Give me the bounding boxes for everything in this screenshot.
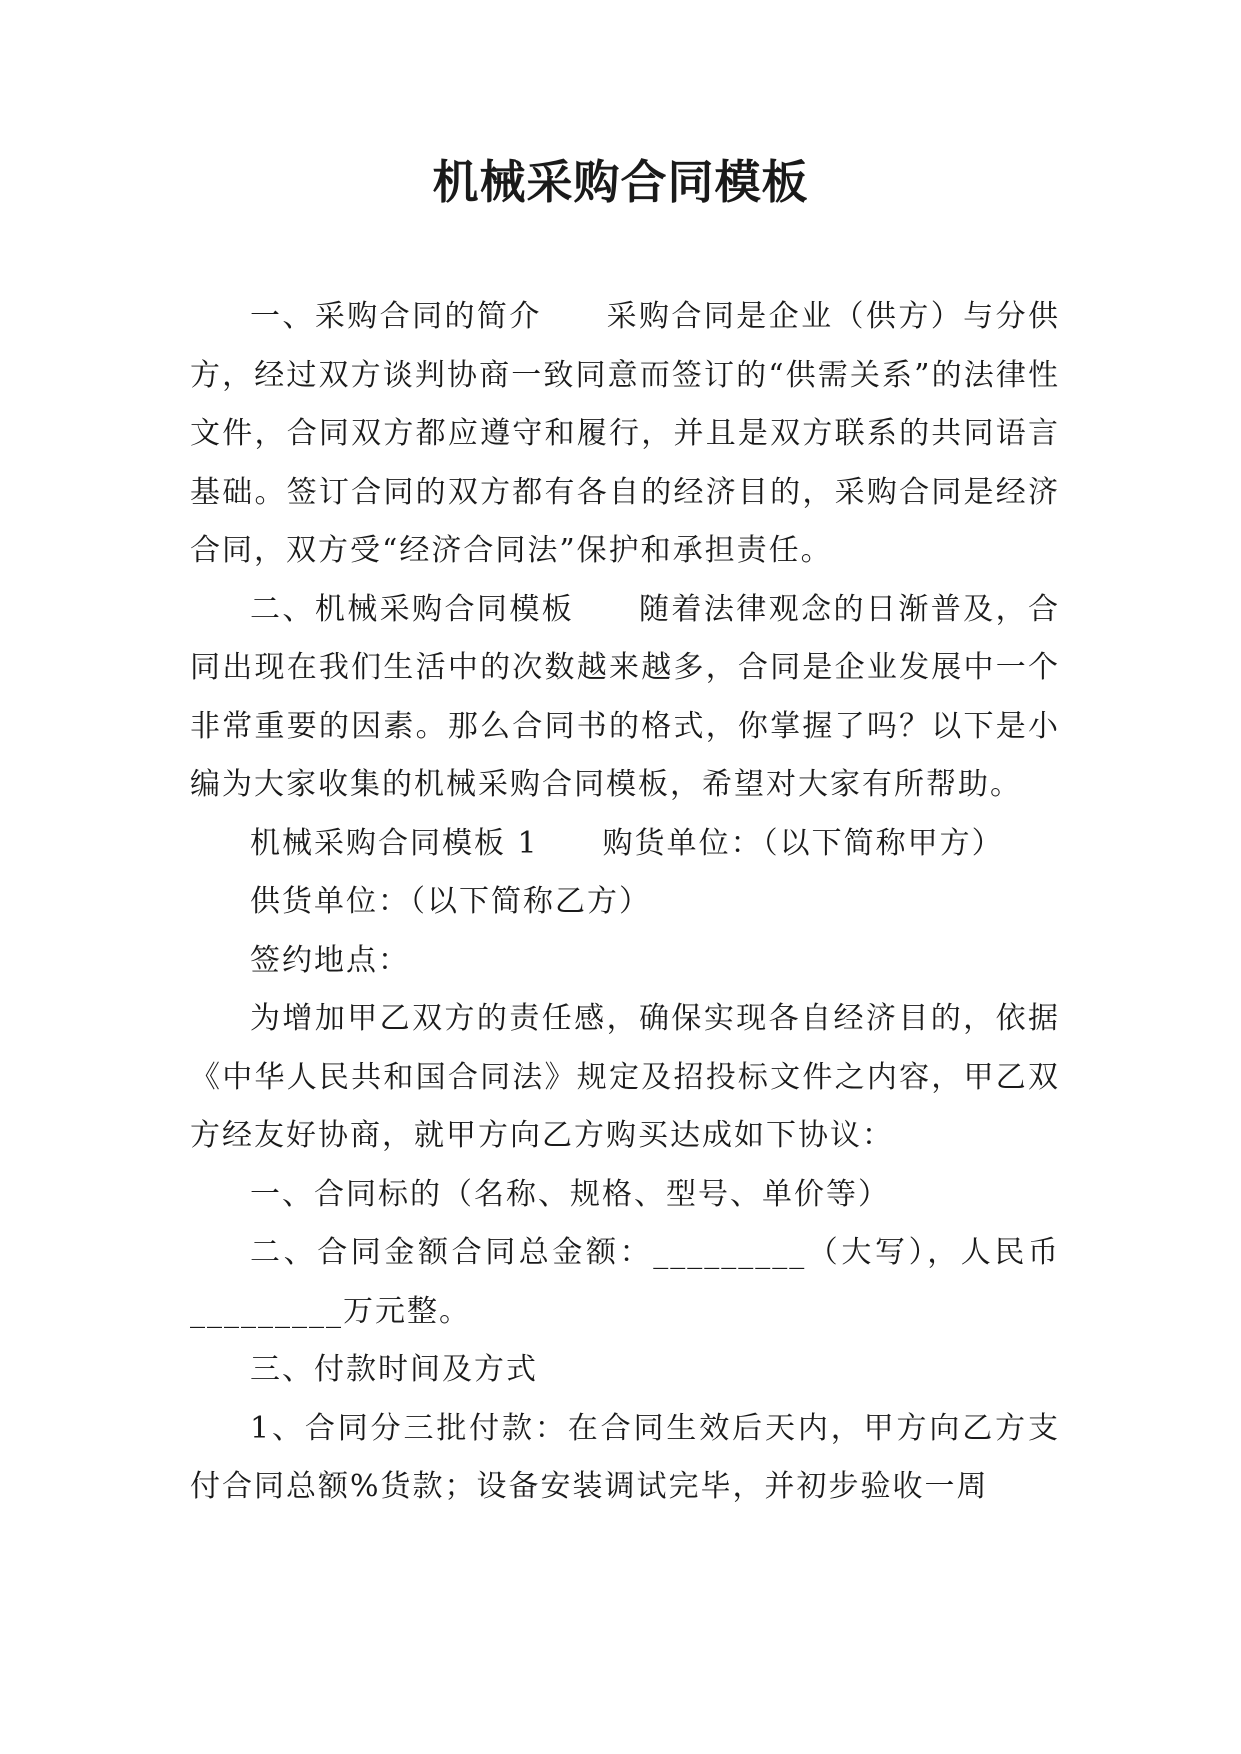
paragraph-template-intro: 二、机械采购合同模板 随着法律观念的日渐普及，合同出现在我们生活中的次数越来越多，合同是企业发展中一个非常重要的因素。那么合同书的格式，你掌握了吗？以下是小编为大家收集的机械采购合同模板，希望对大家有所帮助。 — [190, 591, 1060, 802]
document-body — [190, 288, 1060, 1517]
paragraph-buyer: 机械采购合同模板 1 购货单位：（以下简称甲方） — [250, 825, 1004, 861]
paragraph-amount: 二、合同金额合同总金额：_________（大写），人民币_________万元整。 — [190, 1235, 1060, 1329]
paragraph-signing-place: 签约地点： — [250, 942, 410, 978]
paragraph-subject: 一、合同标的（名称、规格、型号、单价等） — [250, 1176, 890, 1212]
paragraph-intro: 一、采购合同的简介 采购合同是企业（供方）与分供方，经过双方谈判协商一致同意而签订的“供需关系”的法律性文件，合同双方都应遵守和履行，并且是双方联系的共同语言基础。签订合同的双方都有各自的经济目的，采购合同是经济合同，双方受“经济合同法”保护和承担责任。 — [190, 299, 1060, 568]
paragraph-payment-terms: 1、合同分三批付款：在合同生效后天内，甲方向乙方支付合同总额%货款；设备安装调试完毕，并初步验收一周 — [190, 1410, 1060, 1504]
paragraph-supplier: 供货单位：（以下简称乙方） — [250, 884, 651, 919]
paragraph-purpose: 为增加甲乙双方的责任感，确保实现各自经济目的，依据《中华人民共和国合同法》规定及招投标文件之内容，甲乙双方经友好协商，就甲方向乙方购买达成如下协议： — [190, 1001, 1060, 1153]
paragraph-payment-heading: 三、付款时间及方式 — [250, 1352, 538, 1387]
document-title: 机械采购合同模板 — [432, 155, 809, 209]
